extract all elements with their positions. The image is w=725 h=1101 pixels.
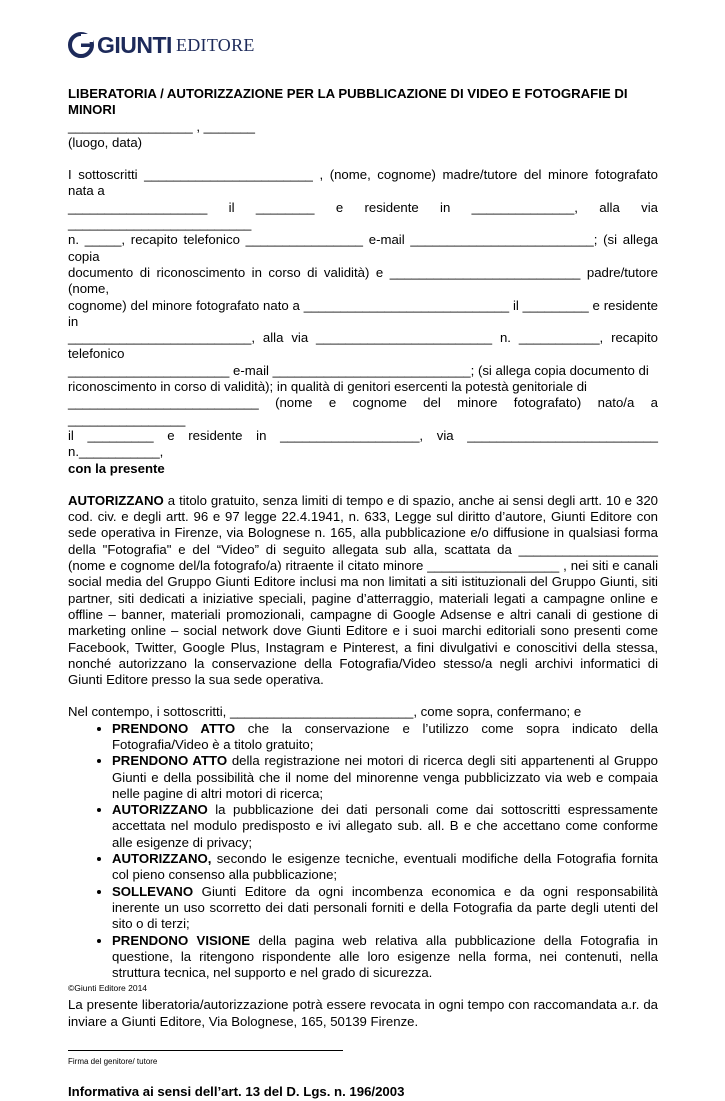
place-date-label: (luogo, data) [68, 134, 143, 150]
intro-line: ___________________ il ________ e residente in ______________, alla via _________________________ [68, 199, 658, 232]
document-title: LIBERATORIA / AUTORIZZAZIONE PER LA PUBBLICAZIONE DI VIDEO E FOTOGRAFIE DI MINORI [68, 86, 628, 118]
conditions-list [68, 721, 658, 982]
intro-line: n. _____, recapito telefonico ________________ e-mail _________________________; (si allega copia [68, 232, 658, 264]
list-item: • AUTORIZZANO, secondo le esigenze tecniche, eventuali modifiche della Fotografia fornita col pieno consenso alla pubblicazione; [112, 851, 658, 884]
con-la-presente: con la presente [68, 460, 165, 476]
list-item: • AUTORIZZANO la pubblicazione dei dati personali come dai sottoscritti espressamente accettata nel modulo predisposto e ivi allegato sub. all. B e che accettano come conforme alle esigenze di privacy; [112, 802, 658, 851]
intro-line: ______________________ e-mail ___________________________; (si allega copia documento di [68, 362, 649, 378]
giunti-g-logo-icon [68, 32, 94, 58]
list-item: • PRENDONO ATTO che la conservazione e l’utilizzo come sopra indicato della Fotografia/Video è a titolo gratuito; [112, 721, 658, 754]
authorize-bold: AUTORIZZANO [68, 492, 164, 508]
informativa-heading: Informativa ai sensi dell’art. 13 del D. Lgs. n. 196/2003 [68, 1084, 405, 1100]
intro-line: __________________________ (nome e cognome del minore fotografato) nato/a a ________________ [68, 395, 658, 427]
revoke-paragraph: La presente liberatoria/autorizzazione potrà essere revocata in ogni tempo con raccomandata a.r. da inviare a Giunti Editore, Via Bolognese, 165, 50139 Firenze. [68, 997, 658, 1029]
intro-line: riconoscimento in corso di validità); in qualità di genitori esercenti la potestà genitoriale di [68, 379, 587, 395]
signature-line [68, 1050, 343, 1051]
footer-copyright: ©Giunti Editore 2014 [68, 983, 148, 993]
intro-paragraph [68, 167, 658, 460]
brand-sub: EDITORE [175, 34, 255, 55]
brand-word: GIUNTI [97, 31, 172, 58]
intro-line: documento di riconoscimento in corso di validità) e __________________________ padre/tutore (nome, [68, 264, 658, 297]
authorize-paragraph [68, 493, 658, 689]
list-item: • PRENDONO VISIONE della pagina web relativa alla pubblicazione della Fotografia in questione, la ritengono rispondente alle loro esigenze nella forma, nei contenuti, nella struttura tecnica, nel supporto e nel grado di sicurezza. [112, 933, 658, 982]
list-item: • SOLLEVANO Giunti Editore da ogni incombenza economica e da ogni responsabilità inerente un uso scorretto dei dati personali forniti e della Fotografia da parte degli utenti del sito o di terzi; [112, 884, 658, 933]
authorize-text: a titolo gratuito, senza limiti di tempo e di spazio, anche ai sensi degli artt. 10 e 320 cod. civ. e degli artt. 96 e 97 legge 22.4.1941, n. 633, Legge sul diritto d’autore, Giunti Editore con sede operativa in Firenze, via Bolognese n. 165, alla pubblicazione e/o diffusione in qualsiasi forma della "Fotografia" e del “Video” di seguito allegata sub alla, scattata da ___________________ (nome e cognome del/la fotografo/a) ritraente il citato minore __________________ , nei siti e canali social media del Gruppo Giunti Editore inclusi ma non limitati a siti istituzionali del Gruppo Giunti, siti partner, siti dedicati a iniziative speciali, pagine d’atterraggio, materiali legati a campagne online e offline – banner, materiali promozionali, campagne di Google Adsense e altri canali di gestione di marketing online – social network dove Giunti Editore e i suoi marchi editoriali sono presenti come Facebook, Twitter, Google Plus, Instagram e Pinterest, a fini divulgativi e conoscitivi della stessa, nonché autorizzano la conservazione della Fotografia/Video stesso/a negli archivi informatici di Giunti Editore presso la sua sede operativa. [68, 492, 658, 688]
place-date-line: _________________ , _______ [68, 118, 256, 134]
contempo-line: Nel contempo, i sottoscritti, _________________________, come sopra, confermano; e [68, 704, 582, 720]
document-body [68, 86, 658, 1101]
brand-logo [68, 28, 255, 62]
intro-line: _________________________, alla via ________________________ n. ___________, recapito telefonico [68, 330, 658, 362]
intro-line: cognome) del minore fotografato nato a ____________________________ il _________ e residente in [68, 297, 658, 329]
list-item: • PRENDONO ATTO della registrazione nei motori di ricerca degli siti appartenenti al Gruppo Giunti e della possibilità che il nome del minorenne venga pubblicizzato via web e compaia nelle pagine di altri motori di ricerca; [112, 753, 658, 802]
signature-caption: Firma del genitore/ tutore [68, 1057, 158, 1067]
intro-line: il _________ e residente in ___________________, via __________________________ n.___________, [68, 427, 658, 460]
intro-line: I sottoscritti _______________________ , (nome, cognome) madre/tutore del minore fotografato nata a [68, 167, 658, 199]
